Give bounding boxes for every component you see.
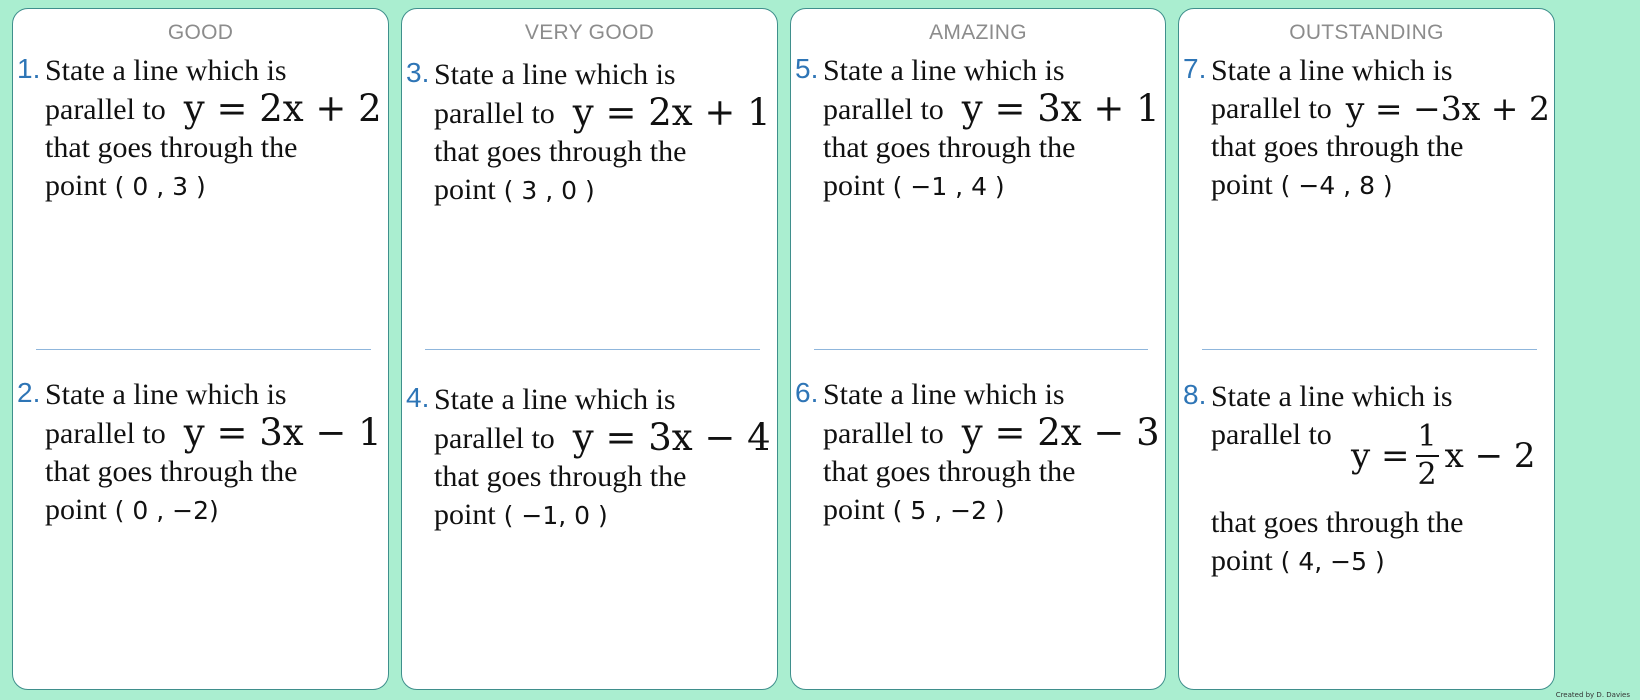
equation: y = 3x − 4 — [572, 416, 771, 459]
point-coordinates: ( 3 , 0 ) — [503, 176, 595, 205]
point-coordinates: ( −4 , 8 ) — [1280, 171, 1393, 200]
point-label: point — [45, 493, 107, 526]
parallel-label: parallel to — [434, 422, 555, 455]
point-coordinates: ( −1 , 4 ) — [892, 172, 1005, 201]
question-number: 1. — [17, 53, 41, 84]
column-card-outstanding — [1178, 8, 1555, 690]
column-card-amazing — [790, 8, 1166, 690]
point-coordinates: ( 4, −5 ) — [1280, 547, 1385, 576]
question-line: that goes through the — [823, 455, 1076, 488]
column-title: OUTSTANDING — [1289, 21, 1444, 44]
question-line — [434, 91, 773, 134]
equation: y = 3x + 1 — [961, 87, 1160, 130]
question-line: that goes through the — [434, 460, 687, 493]
question-number: 8. — [1183, 379, 1207, 410]
question-line: that goes through the — [45, 131, 298, 164]
parallel-label: parallel to — [1211, 92, 1332, 125]
parallel-label: parallel to — [45, 93, 166, 126]
question-line: that goes through the — [1211, 506, 1464, 539]
question-line — [1211, 542, 1550, 581]
question-text — [823, 376, 1161, 530]
question-text — [434, 56, 773, 210]
equation-fraction — [1416, 419, 1439, 492]
parallel-label: parallel to — [1211, 418, 1332, 451]
question-text — [1211, 52, 1550, 205]
question-line: State a line which is — [434, 383, 676, 416]
parallel-label: parallel to — [45, 417, 166, 450]
question-line: State a line which is — [1211, 54, 1453, 87]
point-label: point — [434, 498, 496, 531]
question-text — [434, 381, 773, 535]
point-label: point — [1211, 168, 1273, 201]
question-number: 4. — [406, 382, 430, 413]
fraction-denominator: 2 — [1417, 457, 1437, 492]
question-line — [823, 491, 1161, 530]
question-line — [823, 411, 1161, 454]
question-line — [1211, 90, 1550, 128]
question-number: 3. — [406, 57, 430, 88]
question-line: State a line which is — [1211, 380, 1453, 413]
fraction-numerator: 1 — [1416, 422, 1439, 457]
question-text — [823, 52, 1161, 206]
point-label: point — [823, 169, 885, 202]
parallel-label: parallel to — [434, 97, 555, 130]
equation: y = 2x + 1 — [572, 91, 771, 134]
point-label: point — [823, 493, 885, 526]
question-number: 6. — [795, 377, 819, 408]
equation-rhs: x − 2 — [1444, 436, 1536, 476]
point-coordinates: ( 0 , −2) — [114, 496, 219, 525]
equation: y = 2x − 3 — [961, 411, 1160, 454]
question-line: State a line which is — [823, 54, 1065, 87]
equation: y = 2x + 2 — [183, 87, 382, 130]
equation — [1351, 419, 1536, 492]
question-line — [434, 171, 773, 210]
question-number: 7. — [1183, 53, 1207, 84]
question-line — [823, 167, 1161, 206]
column-title: VERY GOOD — [524, 21, 655, 44]
credit-text: Created by D. Davies — [1555, 691, 1630, 699]
question-line: State a line which is — [45, 378, 287, 411]
question-line — [823, 87, 1161, 130]
question-line: State a line which is — [45, 54, 287, 87]
question-line — [1211, 166, 1550, 205]
question-line — [434, 496, 773, 535]
question-number: 5. — [795, 53, 819, 84]
point-coordinates: ( −1, 0 ) — [503, 501, 608, 530]
question-line: that goes through the — [823, 131, 1076, 164]
equation: y = −3x + 2 — [1345, 89, 1550, 128]
question-text — [45, 376, 384, 530]
divider — [425, 349, 760, 350]
column-card-good — [12, 8, 389, 690]
question-line — [45, 87, 384, 130]
question-line — [45, 411, 384, 454]
parallel-label: parallel to — [823, 93, 944, 126]
question-line — [45, 167, 384, 206]
divider — [36, 349, 371, 350]
question-line: that goes through the — [434, 135, 687, 168]
question-line: State a line which is — [823, 378, 1065, 411]
point-label: point — [434, 173, 496, 206]
column-card-very-good — [401, 8, 778, 690]
question-line: that goes through the — [1211, 130, 1464, 163]
equation: y = 3x − 1 — [183, 411, 382, 454]
question-line — [1211, 416, 1550, 504]
question-line — [434, 416, 773, 459]
column-title: AMAZING — [929, 21, 1027, 44]
question-line — [45, 491, 384, 530]
parallel-label: parallel to — [823, 417, 944, 450]
divider — [814, 349, 1148, 350]
point-coordinates: ( 0 , 3 ) — [114, 172, 206, 201]
point-label: point — [45, 169, 107, 202]
question-line: that goes through the — [45, 455, 298, 488]
divider — [1202, 349, 1537, 350]
point-coordinates: ( 5 , −2 ) — [892, 496, 1005, 525]
question-line: State a line which is — [434, 58, 676, 91]
question-text — [45, 52, 384, 206]
column-title: GOOD — [167, 21, 234, 44]
equation-lhs: y = — [1351, 436, 1410, 476]
question-number: 2. — [17, 377, 41, 408]
question-text — [1211, 378, 1550, 581]
point-label: point — [1211, 544, 1273, 577]
